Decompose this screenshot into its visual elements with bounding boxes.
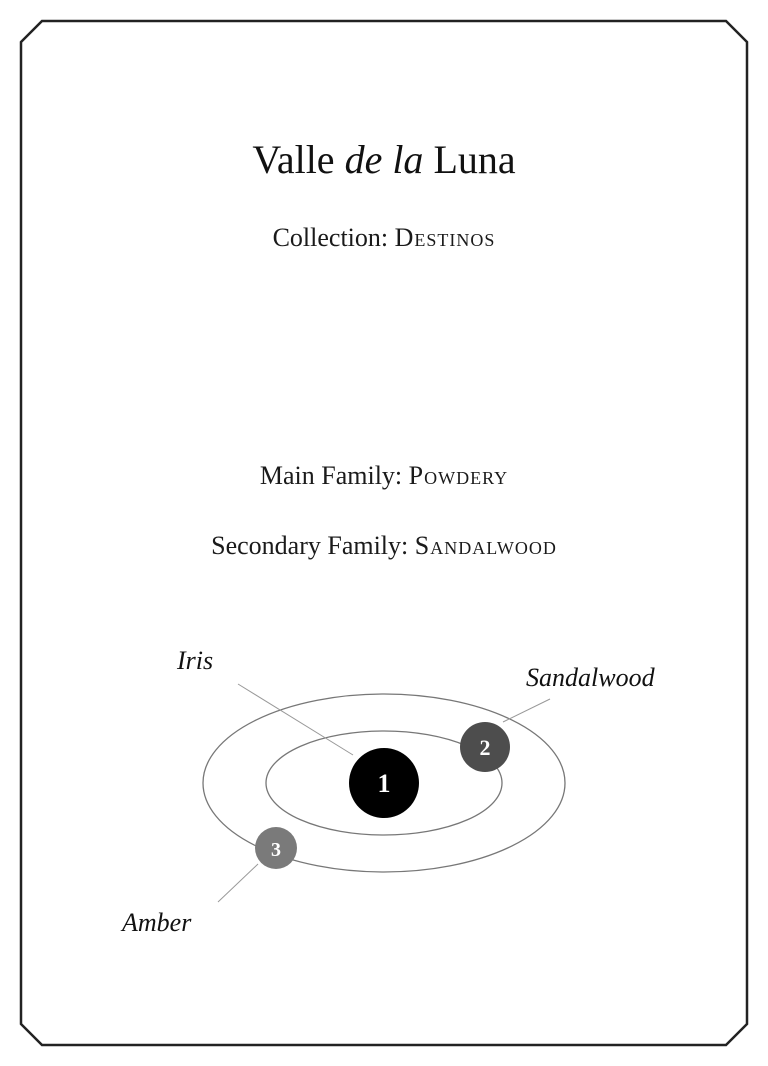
title-part-2: de la [344,137,424,182]
note-rank-1: 1 [377,769,391,798]
note-rank-3: 3 [271,839,281,861]
collection-value: Destinos [394,223,496,252]
note-rank-2: 2 [479,735,491,760]
note-label-sandalwood: Sandalwood [526,663,655,692]
collection-label: Collection: [272,223,389,252]
title-part-1: Valle [252,137,335,182]
main-family-value: Powdery [408,461,509,490]
note-marker-1 [349,748,419,818]
secondary-family-label: Secondary Family: [211,531,409,560]
main-family-label: Main Family: [259,461,403,490]
note-label-amber: Amber [122,908,192,937]
leader-line-2 [503,699,550,722]
leader-line-1 [238,684,353,755]
secondary-family-value: Sandalwood [414,531,557,560]
leader-line-3 [218,864,258,902]
note-marker-2 [460,722,510,772]
title-part-3: Luna [433,137,516,182]
note-label-iris: Iris [177,646,214,675]
note-marker-3 [255,827,297,869]
